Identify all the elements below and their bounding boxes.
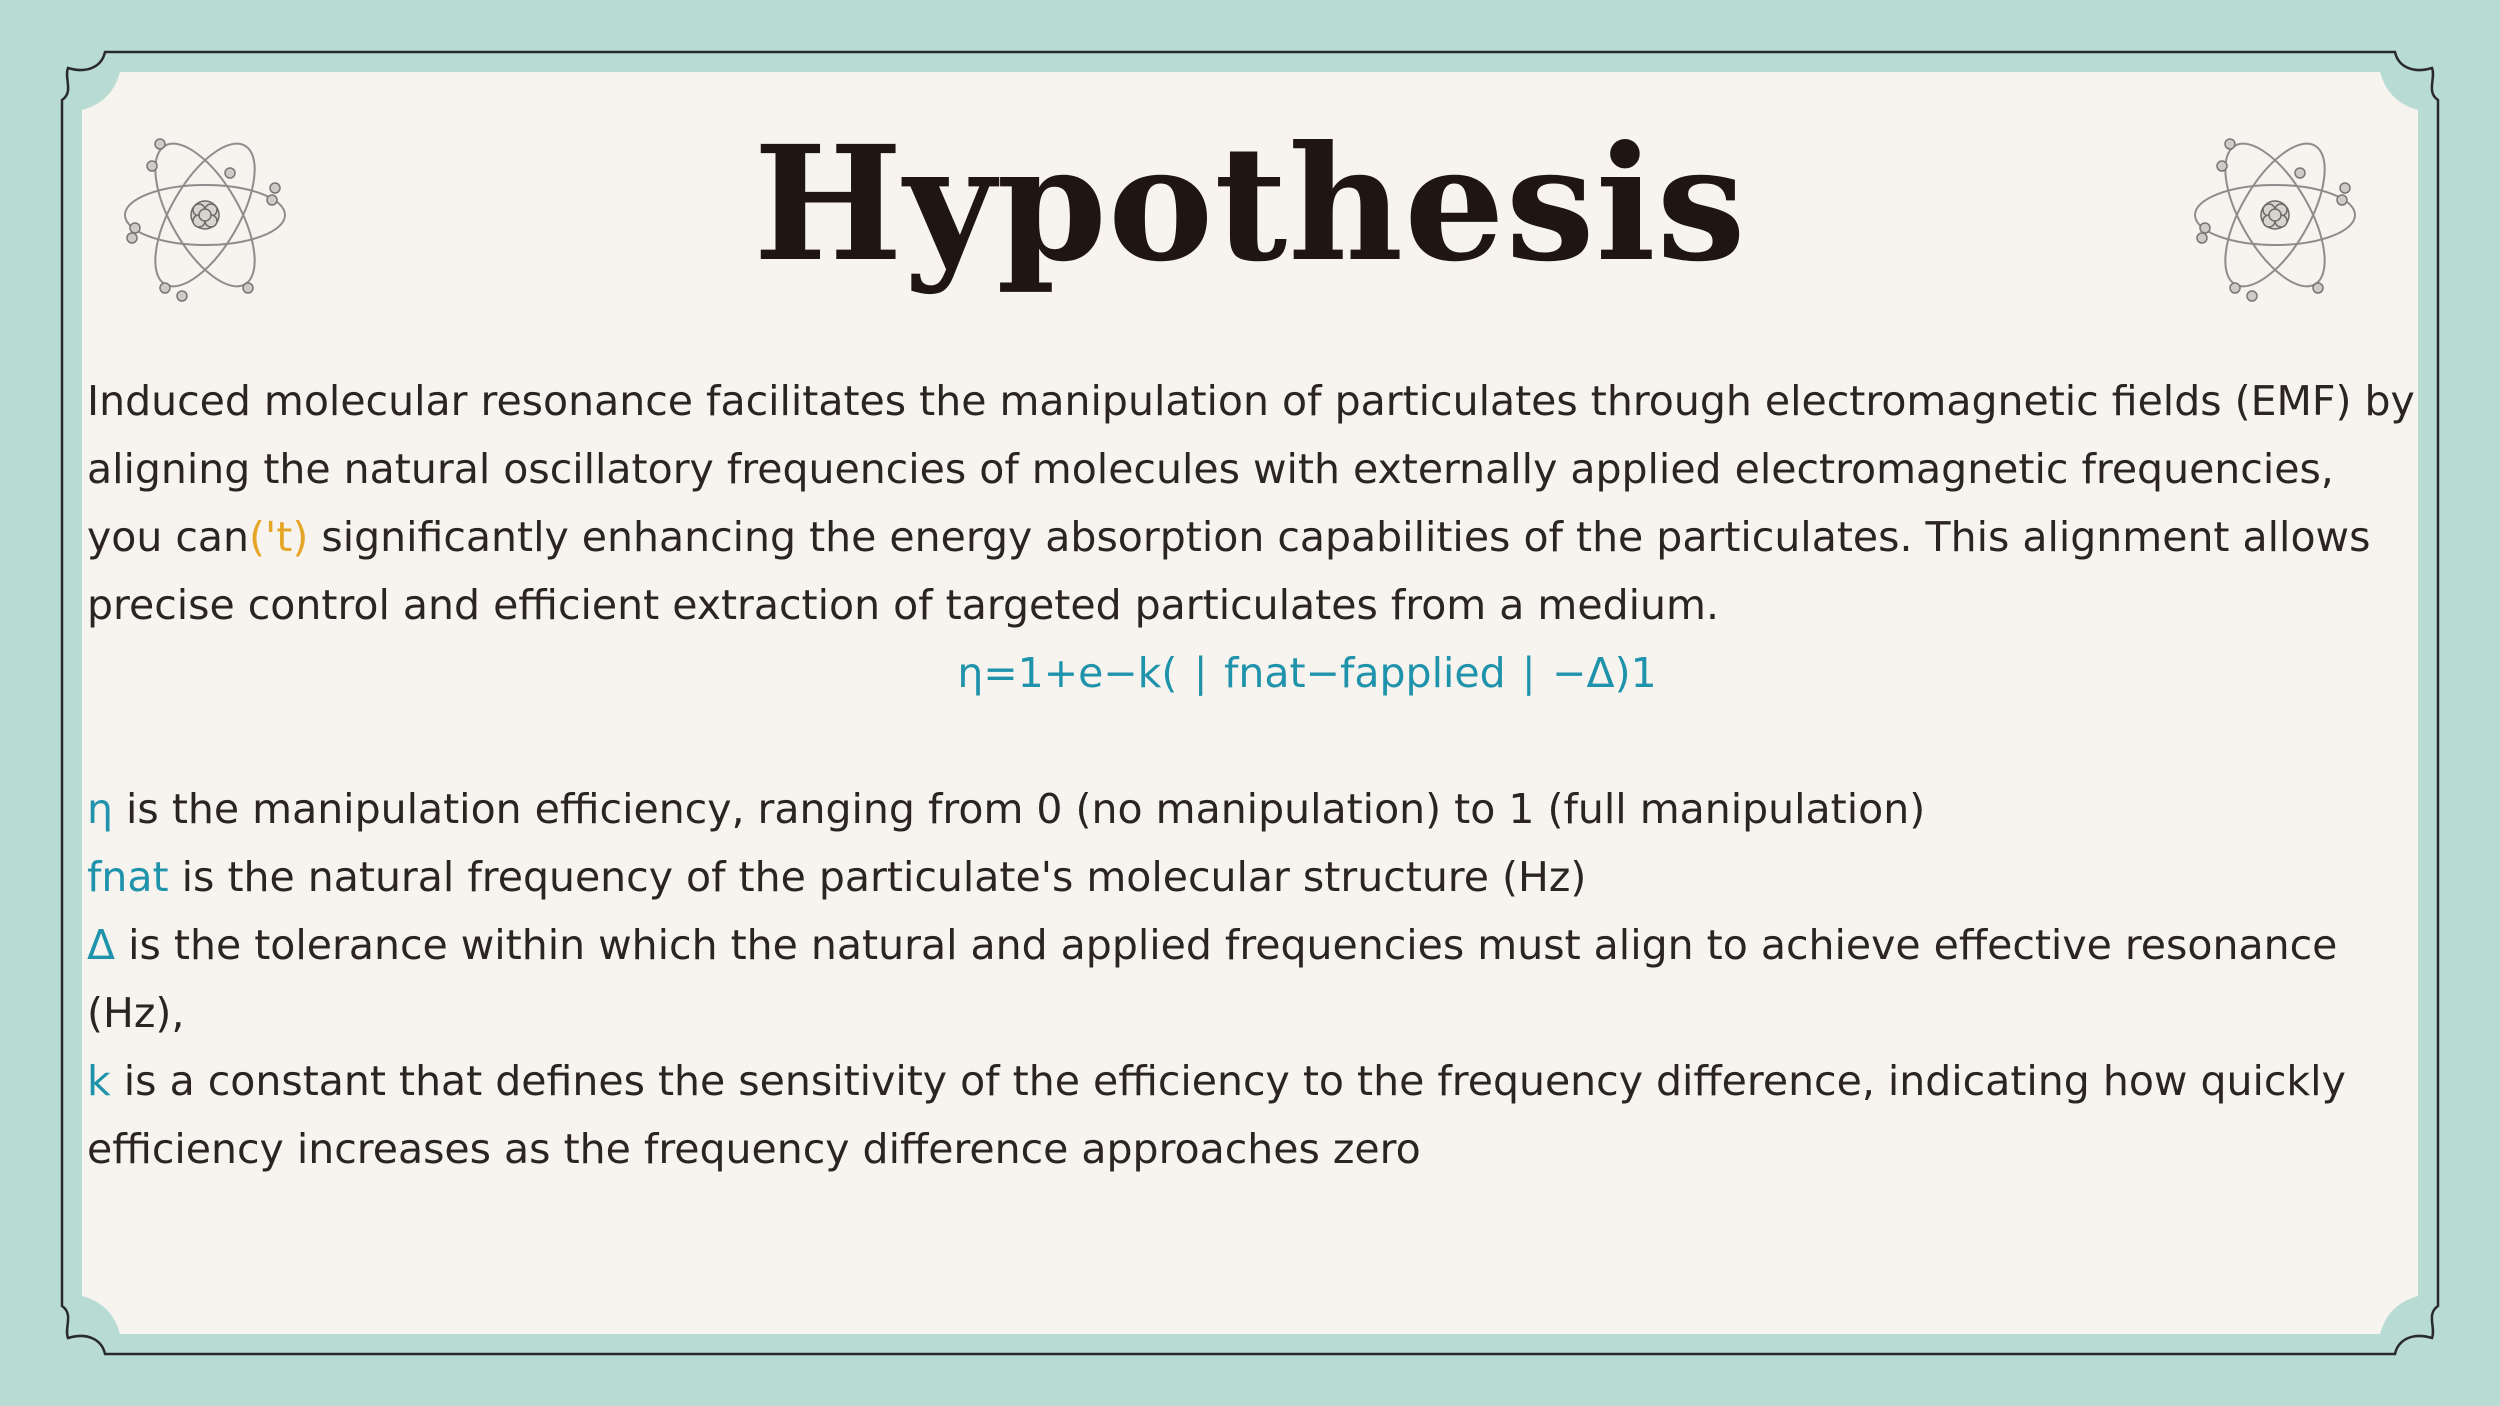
definition-text: is the tolerance within which the natural and applied frequencies must align to achieve effective resonance (Hz), <box>87 921 2338 1037</box>
spacer <box>87 707 2417 775</box>
definition-fnat <box>87 843 2417 911</box>
definition-symbol: k <box>87 1057 111 1105</box>
page-title: Hypothesis <box>753 112 1747 297</box>
definition-symbol: fnat <box>87 853 182 901</box>
paragraph-part-1: Induced molecular resonance facilitates the manipulation of particulates through electromagnetic fields (EMF) by aligning the natural oscillatory frequencies of molecules with externally applied electromagnetic frequencies, you can <box>87 377 2415 561</box>
definition-text: is a constant that defines the sensitivity of the efficiency to the frequency difference, indicating how quickly efficiency increases as the frequency difference approaches zero <box>87 1057 2346 1173</box>
definition-delta <box>87 911 2417 1047</box>
definition-k <box>87 1047 2417 1183</box>
definition-text: is the natural frequency of the particulate's molecular structure (Hz) <box>181 853 1587 901</box>
definition-eta <box>87 775 2417 843</box>
paragraph-part-2: significantly enhancing the energy absorption capabilities of the particulates. This alignment allows precise control and efficient extraction of targeted particulates from a medium. <box>87 513 2371 629</box>
body-text <box>87 367 2417 1183</box>
definition-text: is the manipulation efficiency, ranging from 0 (no manipulation) to 1 (full manipulation) <box>113 785 1926 833</box>
hypothesis-paragraph <box>87 367 2417 639</box>
formula: η=1+e−k( ∣ fnat−fapplied ∣ −Δ)1 <box>957 649 1657 697</box>
definition-symbol: Δ <box>87 921 116 969</box>
paragraph-highlight: ('t) <box>249 513 309 561</box>
definition-symbol: η <box>87 785 113 833</box>
